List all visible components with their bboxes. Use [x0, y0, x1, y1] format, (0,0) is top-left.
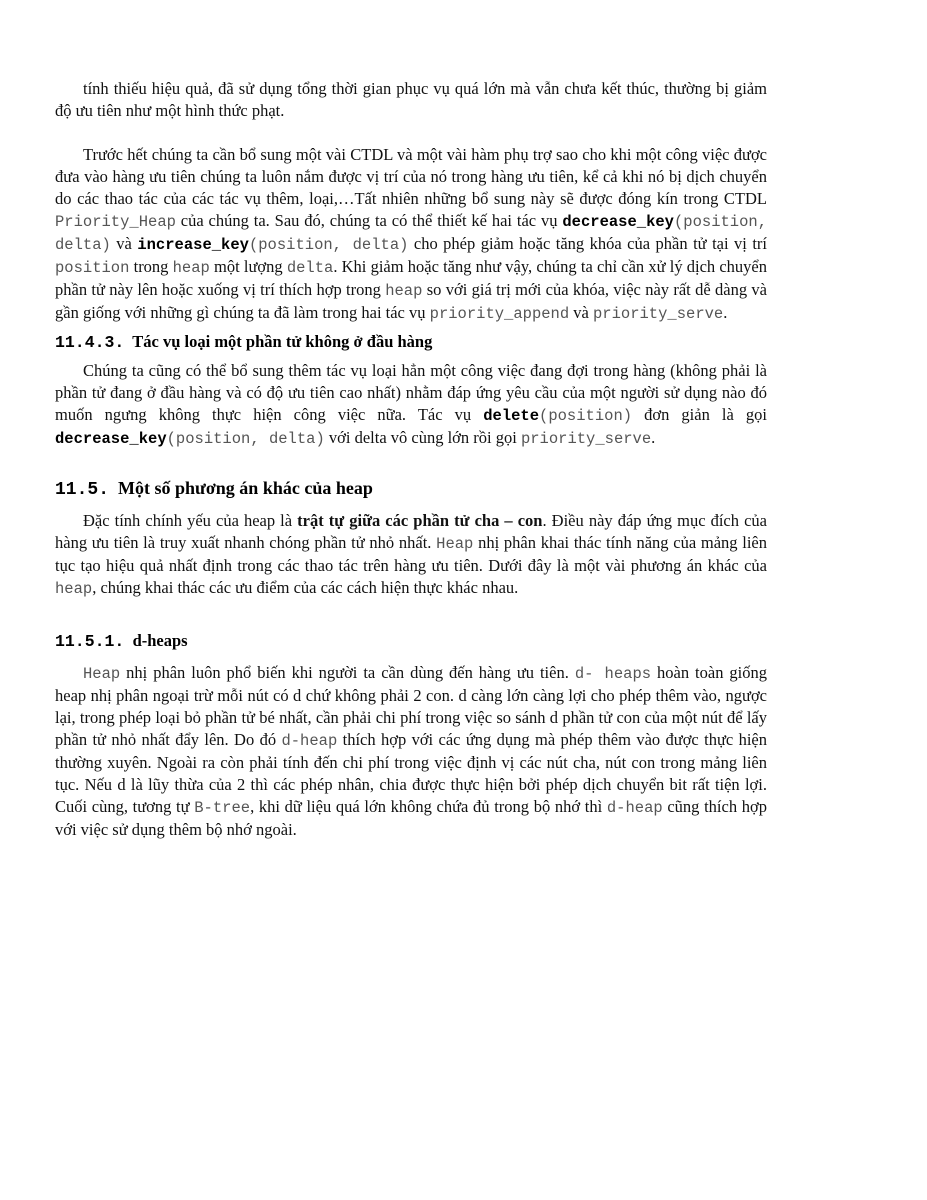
heading-11-5: 11.5. Một số phương án khác của heap: [55, 478, 373, 500]
paragraph-d-heaps: Heap nhị phân luôn phổ biến khi người ta cần dùng đến hàng ưu tiên. d- heaps hoàn toàn giống heap nhị phân ngoại trừ mỗi nút có d chứ không phải 2 con. d càng lớn càng lợi cho phép thêm vào, ngược lại, trong phép loại bỏ phần tử bé nhất, cần phải chi phí trong việc so sánh d phần tử con của một nút để lấy phần tử nhỏ nhất đẩy lên. Do đó d-heap thích hợp với các ứng dụng mà phép thêm vào được thực hiện thường xuyên. Ngoài ra còn phải tính đến chi phí trong việc định vị các nút cha, nút con trong mảng liên tục. Nếu d là lũy thừa của 2 thì các phép nhân, chia được thực hiện bởi phép dịch chuyển bit rất tiện lợi. Cuối cùng, tương tự B-tree, khi dữ liệu quá lớn không chứa đủ trong bộ nhớ thì d-heap cũng thích hợp với việc sử dụng thêm bộ nhớ ngoài.: [55, 663, 767, 839]
paragraph-intro: tính thiếu hiệu quả, đã sử dụng tổng thời gian phục vụ quá lớn mà vẫn chưa kết thúc, thường bị giảm độ ưu tiên như một hình thức phạt.: [55, 79, 767, 120]
paragraph-delete-task: Chúng ta cũng có thể bổ sung thêm tác vụ loại hẳn một công việc đang đợi trong hàng (không phải là phần tử đang ở đầu hàng và có độ ưu tiên cao nhất) nhằm đáp ứng yêu cầu của một người sử dụng nào đó muốn ngưng không thực hiện công việc nữa. Tác vụ delete(position) đơn giản là gọi decrease_key(position, delta) với delta vô cùng lớn rồi gọi priority_serve.: [55, 361, 767, 448]
paragraph-heap-variants: Đặc tính chính yếu của heap là trật tự giữa các phần tử cha – con. Điều này đáp ứng mục đích của hàng ưu tiên là truy xuất nhanh chóng phần tử nhỏ nhất. Heap nhị phân khai thác tính năng của mảng liên tục tạo hiệu quả nhất định trong các thao tác trên hàng ưu tiên. Dưới đây là một vài phương án khác của heap, chúng khai thác các ưu điểm của các cách hiện thực khác nhau.: [55, 511, 767, 598]
spacer: [55, 122, 767, 144]
document-page: [55, 78, 767, 841]
paragraph-data-structures: Trước hết chúng ta cần bổ sung một vài CTDL và một vài hàm phụ trợ sao cho khi một công việc được đưa vào hàng ưu tiên chúng ta luôn nắm được vị trí của nó trong hàng ưu tiên, kể cả khi nó bị dịch chuyển do các thao tác của các tác vụ thêm, loại,…Tất nhiên những bổ sung này sẽ được đóng kín trong CTDL Priority_Heap của chúng ta. Sau đó, chúng ta có thể thiết kế hai tác vụ decrease_key(position, delta) và increase_key(position, delta) cho phép giảm hoặc tăng khóa của phần tử tại vị trí position trong heap một lượng delta. Khi giảm hoặc tăng như vậy, chúng ta chỉ cần xử lý dịch chuyển phần tử này lên hoặc xuống vị trí thích hợp trong heap so với giá trị mới của khóa, việc này rất dễ dàng và gần giống với những gì chúng ta đã làm trong hai tác vụ priority_append và priority_serve.: [55, 145, 767, 323]
heading-11-4-3: 11.4.3. Tác vụ loại một phần tử không ở đầu hàng: [55, 332, 433, 352]
heading-11-5-1: 11.5.1. d-heaps: [55, 631, 188, 651]
